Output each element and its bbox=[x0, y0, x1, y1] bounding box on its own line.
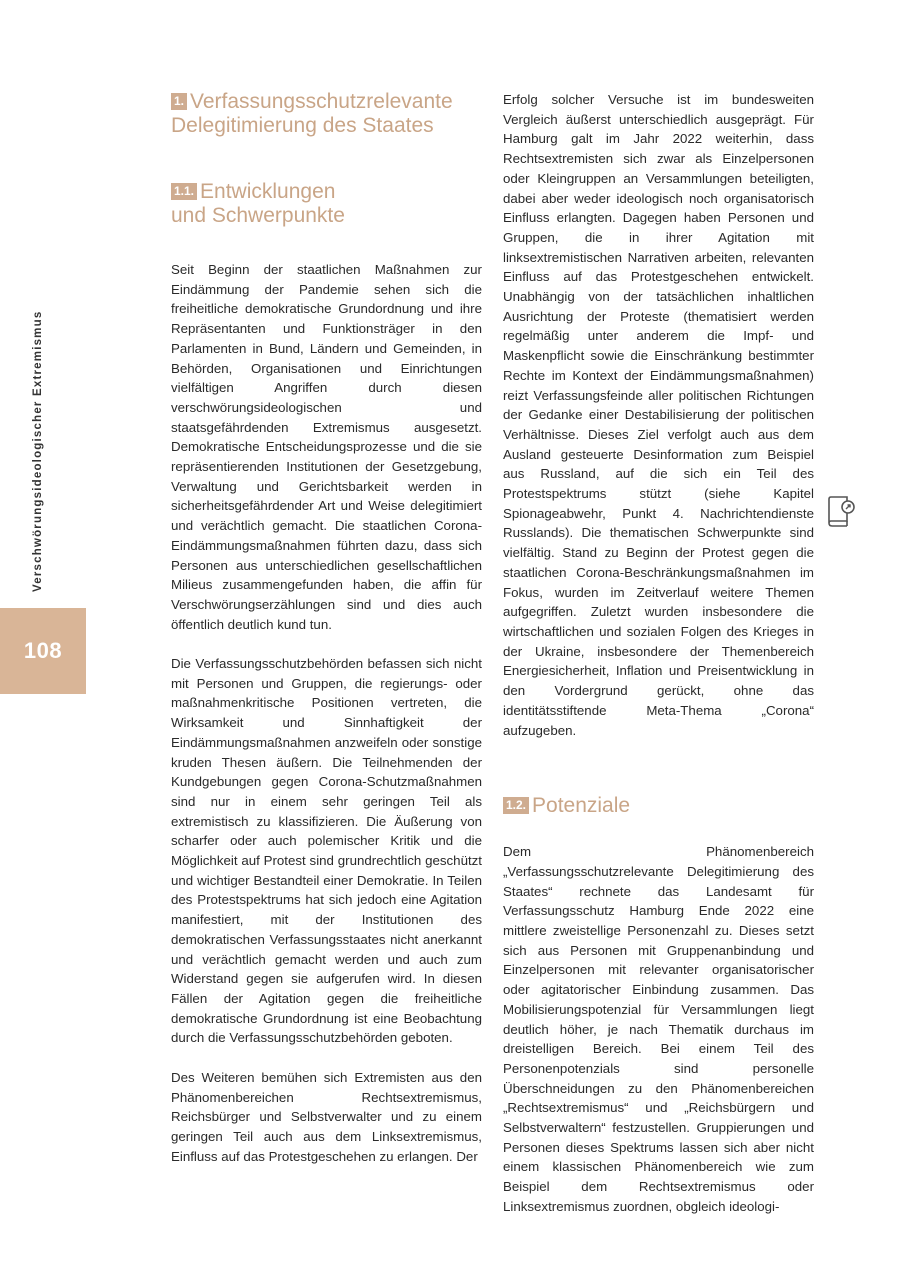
right-column bbox=[503, 90, 814, 1217]
section-heading-1-2 bbox=[503, 794, 814, 818]
left-column bbox=[171, 90, 482, 1166]
chapter-heading bbox=[171, 90, 482, 138]
chapter-number: 1. bbox=[171, 93, 187, 110]
body-paragraph: Dem Phänomenbereich „Verfassungsschutzrelevante Delegitimierung des Staates“ rechnete das Landesamt für Verfassungsschutz Hamburg Ende 2022 eine mittlere zweistellige Personenzahl zu. Dieses setzt sich aus Personen mit Gruppenanbindung und Einzelpersonen mit relevanter organisatorischer oder agitatorischer Einbindung zusammen. Das Mobilisierungspotenzial für Versammlungen liegt deutlich höher, je nach Thematik durchaus im dreistelligen Bereich. Bei einem Teil des Personenpotenzials sind personelle Überschneidungen zu den Phänomenbereichen „Rechtsextremismus“ und „Reichsbürgern und Selbstverwaltern“ festzustellen. Gruppierungen und Personen dieses Spektrums lassen sich aber nicht einem klassischen Phänomenbereich wie zum Beispiel dem Rechtsextremismus oder Linksextremismus zuordnen, obgleich ideologi- bbox=[503, 844, 814, 1214]
section-number-1-1: 1.1. bbox=[171, 183, 197, 200]
section-title-1-1-line1: Entwicklungen bbox=[200, 180, 336, 203]
section-title-1-1-line2: und Schwerpunkte bbox=[171, 204, 345, 227]
chapter-title-line1: Verfassungsschutzrelevante bbox=[190, 90, 453, 113]
section-label: Verschwörungsideologischer Extremismus bbox=[32, 310, 44, 592]
body-paragraph: Erfolg solcher Versuche ist im bundesweiten Vergleich äußerst unterschiedlich ausgeprägt. Für Hamburg galt im Jahr 2022 weiterhin, dass Rechtsextremisten sich zwar als Einzelpersonen oder Kleingruppen an Versammlungen beteiligten, dabei aber weder ideologisch noch organisatorisch Einfluss erlangten. Dagegen haben Personen und Gruppen, die in ihrer Agitation mit linksextremistischen Narrativen arbeiten, relevanten Einfluss auf das Protestgeschehen entwickelt. Unabhängig von der tatsächlichen inhaltlichen Ausrichtung der Proteste (thematisiert werden regelmäßig unter anderem die Impf- und Maskenpflicht sowie die Einschränkung bestimmter Rechte im Kontext der Eindämmungsmaßnahmen) reizt Verfassungsfeinde aller politischen Richtungen der Gedanke einer Destabilisierung der politischen Verhältnisse. Dieses Ziel verfolgt auch aus dem Ausland gesteuerte Desinformation zum Beispiel aus Russland, auf die sich ein Teil des Protestspektrums stützt (siehe Kapitel Spionageabwehr, Punkt 4. Nachrichtendienste Russlands). Die thematischen Schwerpunkte sind vielfältig. Stand zu Beginn der Protest gegen die staatlichen Corona-Beschränkungsmaßnahmen im Fokus, wurden im Zeitverlauf weitere Themen aufgegriffen. Zuletzt wurden insbesondere die wirtschaftlichen und sozialen Folgen des Krieges in der Ukraine, insbesondere der Themenbereich Energiesicherheit, Inflation und Preisentwicklung in den Vordergrund gerückt, ohne das identitätsstiftende Meta-Thema „Corona“ aufzugeben. bbox=[503, 92, 814, 738]
chapter-title-line2: Delegitimierung des Staates bbox=[171, 114, 434, 137]
section-title-1-2: Potenziale bbox=[532, 794, 631, 818]
section-heading-1-1 bbox=[171, 180, 482, 228]
body-paragraph: Des Weiteren bemühen sich Extremisten aus den Phänomenbereichen Rechtsextremismus, Reichsbürger und Selbstverwalter und zu einem geringen Teil auch aus dem Linksextremismus, Einfluss auf das Protestgeschehen zu erlangen. Der bbox=[171, 1069, 482, 1164]
book-reference-icon[interactable] bbox=[825, 495, 857, 529]
body-paragraph: Die Verfassungsschutzbehörden befassen sich nicht mit Personen und Gruppen, die regierungs- oder maßnahmenkritische Positionen vertreten, die Wirksamkeit und Sinnhaftigkeit der Eindämmungsmaßnahmen anzweifeln oder sonstige kruden Thesen äußern. Die Teilnehmenden der Kundgebungen gegen Corona-Schutzmaßnahmen sind nur in einem sehr geringen Teil als extremistisch zu klassifizieren. Die Äußerung von scharfer oder auch polemischer Kritik und die Möglichkeit auf Protest sind grundrechtlich geschützt und wichtiger Bestandteil einer Demokratie. In Teilen des Protestspektrums hat sich jedoch eine Agitation manifestiert, mit der Institutionen des demokratischen Verfassungsstaates nicht anerkannt und verächtlich gemacht werden und auch zum Widerstand gegen sie aufgerufen wird. In diesen Fällen der Agitation gegen die freiheitliche demokratische Grundordnung ist eine Beobachtung durch die Verfassungsschutzbehörden geboten. bbox=[171, 656, 482, 1046]
body-paragraph: Seit Beginn der staatlichen Maßnahmen zur Eindämmung der Pandemie sehen sich die freiheitliche demokratische Grundordnung und ihre Repräsentanten und Funktionsträger in den Parlamenten in Bund, Ländern und Gemeinden, in Behörden, Organisationen und Einrichtungen vielfältigen Angriffen durch diesen verschwörungsideologischen und staatsgefährdenden Extremismus ausgesetzt. Demokratische Entscheidungsprozesse und die sie repräsentierenden Institutionen der Gesetzgebung, Verwaltung und Gerichtsbarkeit werden in sicherheitsgefährdender Art und Weise delegitimiert und verächtlich gemacht. Die staatlichen Corona-Eindämmungsmaßnahmen führten dazu, dass sich Personen aus unterschiedlichen gesellschaftlichen Milieus zusammengefunden haben, die affin für Verschwörungserzählungen sind und dies auch öffentlich deutlich kund tun. bbox=[171, 262, 482, 632]
page-number: 108 bbox=[0, 608, 86, 694]
section-number-1-2: 1.2. bbox=[503, 797, 529, 814]
